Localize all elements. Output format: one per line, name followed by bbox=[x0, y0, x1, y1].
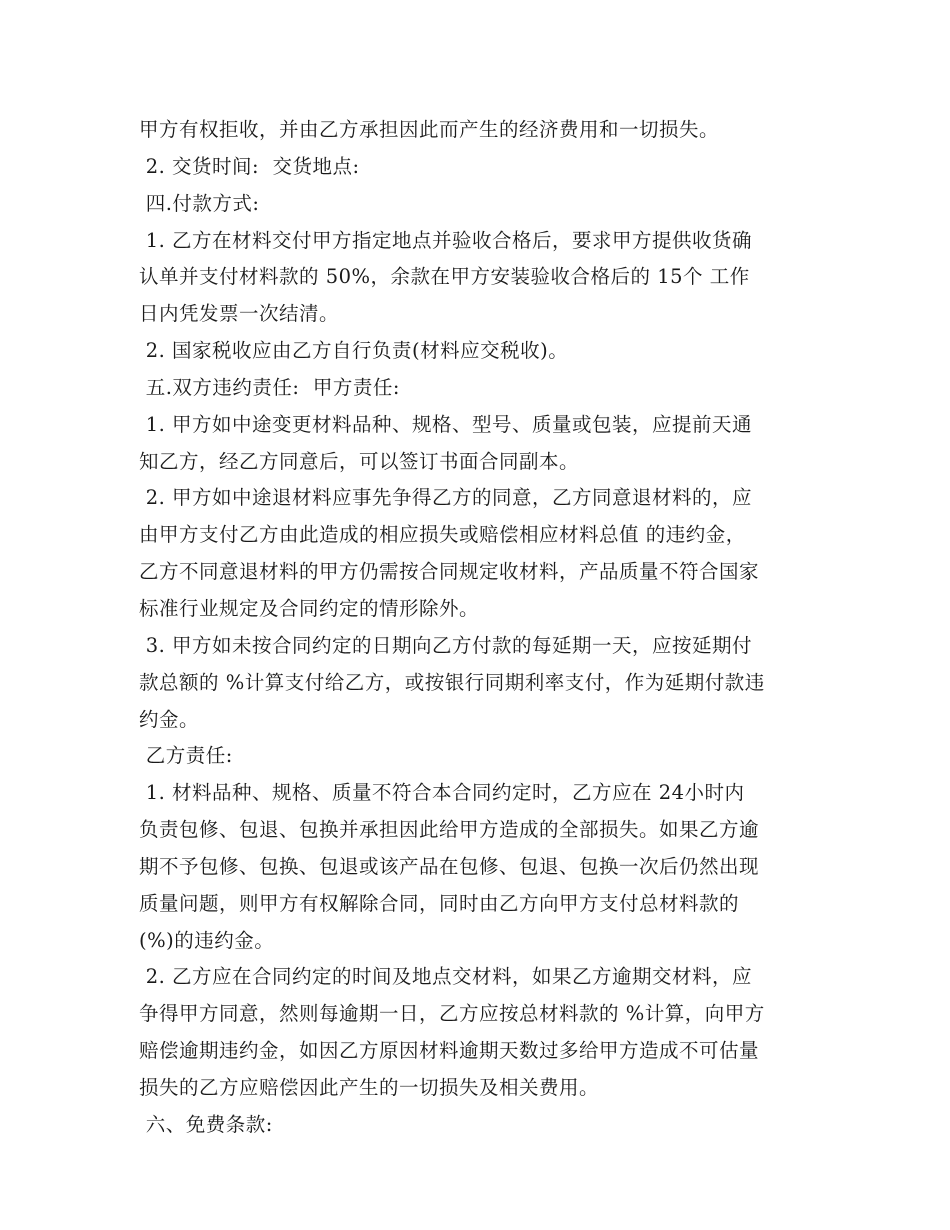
document-body bbox=[139, 112, 814, 1144]
text-line: 1. 材料品种、规格、质量不符合本合同约定时，乙方应在 24小时内 bbox=[139, 781, 745, 805]
text-line: 期不予包修、包换、包退或该产品在包修、包退、包换一次后仍然出现 bbox=[139, 854, 760, 878]
text-line: 甲方有权拒收，并由乙方承担因此而产生的经济费用和一切损失。 bbox=[139, 118, 720, 141]
text-line: 2. 乙方应在合同约定的时间及地点交材料，如果乙方逾期交材料，应 bbox=[139, 965, 753, 989]
subsection-heading: 乙方责任: bbox=[139, 744, 233, 768]
text-line: 约金。 bbox=[139, 707, 200, 731]
text-line: 2. 交货时间: 交货地点: bbox=[139, 154, 360, 178]
text-line: 款总额的 %计算支付给乙方，或按银行同期利率支付，作为延期付款违 bbox=[139, 670, 765, 694]
text-line: 1. 甲方如中途变更材料品种、规格、型号、质量或包装，应提前天通 bbox=[139, 412, 753, 436]
text-line: 争得甲方同意，然则每逾期一日，乙方应按总材料款的 %计算，向甲方 bbox=[139, 1002, 765, 1026]
text-line: 2. 甲方如中途退材料应事先争得乙方的同意，乙方同意退材料的，应 bbox=[139, 486, 753, 510]
text-line: 质量问题，则甲方有权解除合同，同时由乙方向甲方支付总材料款的 bbox=[139, 891, 740, 915]
text-line: 赔偿逾期违约金，如因乙方原因材料逾期天数过多给甲方造成不可估量 bbox=[139, 1039, 760, 1063]
section-heading: 五.双方违约责任: 甲方责任: bbox=[139, 375, 400, 399]
text-line: 3. 甲方如未按合同约定的日期向乙方付款的每延期一天，应按延期付 bbox=[139, 633, 753, 657]
text-line: 乙方不同意退材料的甲方仍需按合同规定收材料，产品质量不符合国家 bbox=[139, 560, 760, 584]
text-line: 2. 国家税收应由乙方自行负责(材料应交税收)。 bbox=[139, 339, 569, 363]
text-line: 负责包修、包退、包换并承担因此给甲方造成的全部损失。如果乙方逾 bbox=[139, 818, 760, 842]
text-line: 标准行业规定及合同约定的情形除外。 bbox=[139, 596, 480, 620]
text-line: 日内凭发票一次结清。 bbox=[139, 302, 340, 326]
section-heading: 四.付款方式: bbox=[139, 191, 260, 215]
section-heading: 六、免费条款: bbox=[139, 1112, 273, 1136]
text-line: 由甲方支付乙方由此造成的相应损失或赔偿相应材料总值 的违约金， bbox=[139, 523, 746, 547]
text-line: 1. 乙方在材料交付甲方指定地点并验收合格后，要求甲方提供收货确 bbox=[139, 228, 753, 252]
text-line: (%)的违约金。 bbox=[139, 928, 275, 952]
text-line: 认单并支付材料款的 50%，余款在甲方安装验收合格后的 15个 工作 bbox=[139, 265, 750, 289]
text-line: 损失的乙方应赔偿因此产生的一切损失及相关费用。 bbox=[139, 1075, 600, 1099]
text-line: 知乙方，经乙方同意后，可以签订书面合同副本。 bbox=[139, 449, 580, 473]
